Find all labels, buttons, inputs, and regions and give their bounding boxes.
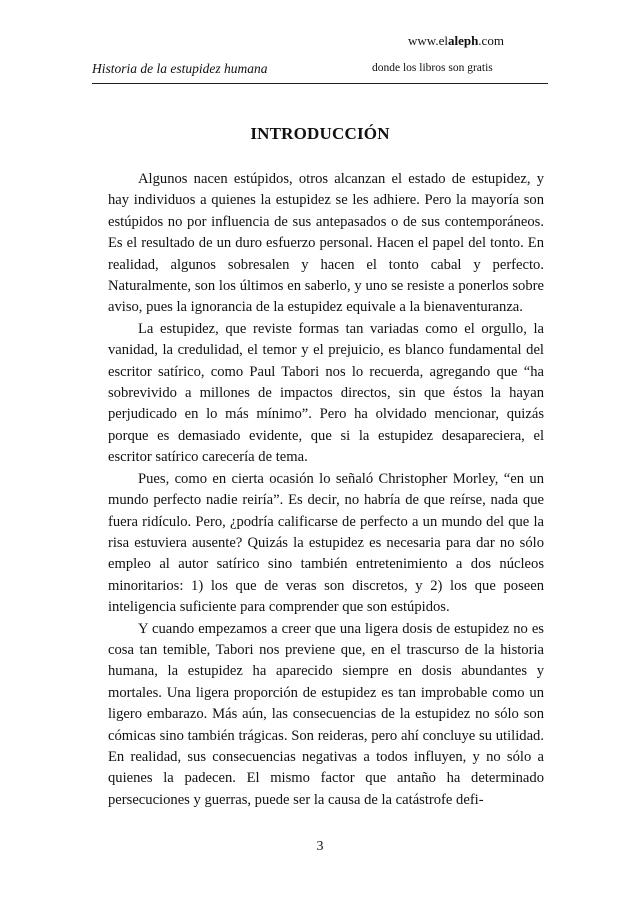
paragraph: Algunos nacen estúpidos, otros alcanzan el estado de estupidez, y hay individuos a quienes la estupidez se les adhiere. Pero la mayoría son estúpidos no por influencia de sus antepasados o de sus contemporáneos. Es el resultado de un duro esfuerzo personal. Hacen el papel del tonto. En realidad, algunos sobresalen y hacen el tonto cabal y perfecto. Naturalmente, son los últimos en saberlo, y uno se resiste a ponerlos sobre aviso, pues la ignorancia de la estupidez equivale a la bienaventuranza.	[108, 171, 544, 316]
site-url[interactable]	[408, 33, 504, 49]
header-divider	[92, 83, 548, 84]
site-url-prefix: www.el	[408, 33, 448, 48]
book-title: Historia de la estupidez humana	[92, 61, 268, 76]
paragraph: La estupidez, que reviste formas tan variadas como el orgullo, la vanidad, la credulidad, el temor y el prejuicio, es blanco fundamental del escritor satírico, como Paul Tabori nos lo recuerda, agregando que “ha sobrevivido a millones de impactos directos, sin que éstos la hayan perjudicado en lo más mínimo”. Pero ha olvidado mencionar, quizás porque es demasiado evidente, que si la estupidez desapareciera, el escritor satírico carecería de tema.	[108, 320, 544, 466]
page-number: 3	[316, 839, 324, 854]
paragraph: Pues, como en cierta ocasión lo señaló Christopher Morley, “en un mundo perfecto nadie reiría”. Es decir, no habría de que reírse, nada que fuera ridículo. Pero, ¿podría calificarse de perfecto a un mundo del que la risa estuviera ausente? Quizás la estupidez es necesaria para dar no sólo empleo al autor satírico sino también entretenimiento a dos núcleos minoritarios: 1) los que de veras son discretos, y 2) los que poseen inteligencia suficiente para comprender que son estúpidos.	[108, 470, 544, 616]
body-text	[108, 169, 544, 811]
site-url-suffix: .com	[478, 33, 504, 48]
site-url-brand: aleph	[447, 33, 479, 48]
site-tagline: donde los libros son gratis	[372, 62, 493, 74]
chapter-title: INTRODUCCIÓN	[250, 124, 390, 143]
paragraph: Y cuando empezamos a creer que una ligera dosis de estupidez no es cosa tan temible, Tabori nos previene que, en el trascurso de la historia humana, la estupidez ha aparecido siempre en dosis abundantes y mortales. Una ligera proporción de estupidez es tan improbable como un ligero embarazo. Más aún, las consecuencias de la estupidez no sólo son cómicas sino también trágicas. Son reideras, pero ahí concluye su utilidad. En realidad, sus consecuencias negativas a todos influyen, y no sólo a quienes la padecen. El mismo factor que antaño ha determinado persecuciones y guerras, puede ser la causa de la catástrofe defi-	[108, 620, 544, 808]
